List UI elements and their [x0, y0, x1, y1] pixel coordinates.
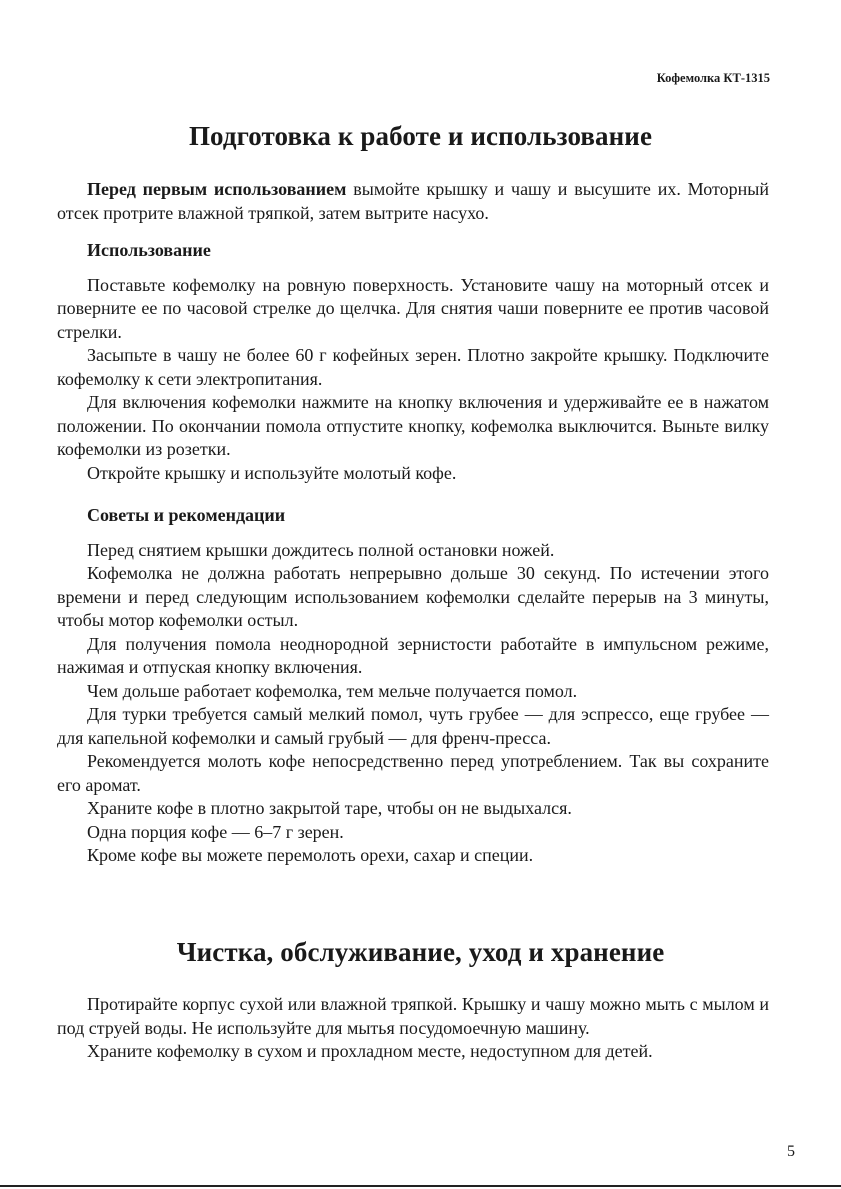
- usage-paragraph: Для включения кофемолки нажмите на кнопку включения и удерживайте ее в нажатом положении. По окончании помола отпустите кнопку, кофемолка выключится. Выньте вилку кофемолки из розетки.: [57, 392, 769, 459]
- cleaning-paragraph: Храните кофемолку в сухом и прохладном месте, недоступном для детей.: [87, 1041, 653, 1061]
- tips-heading: Советы и рекомендации: [87, 505, 286, 525]
- cleaning-block: [57, 993, 769, 1064]
- usage-heading: Использование: [87, 240, 211, 260]
- tips-paragraph: Для получения помола неоднородной зернистости работайте в импульсном режиме, нажимая и отпуская кнопку включения.: [57, 633, 769, 677]
- tips-paragraph: Кроме кофе вы можете перемолоть орехи, сахар и специи.: [87, 845, 534, 865]
- tips-paragraph: Рекомендуется молоть кофе непосредственно перед употреблением. Так вы сохраните его аромат.: [57, 751, 769, 795]
- tips-paragraph: Храните кофе в плотно закрытой таре, чтобы он не выдыхался.: [87, 798, 572, 818]
- tips-paragraph: Перед снятием крышки дождитесь полной остановки ножей.: [87, 539, 555, 560]
- usage-paragraph: Поставьте кофемолку на ровную поверхность. Установите чашу на моторный отсек и поверните ее по часовой стрелке до щелчка. Для снятия чаши поверните ее против часовой стрелки.: [57, 274, 769, 342]
- page-number: 5: [787, 1143, 795, 1160]
- tips-paragraph: Одна порция кофе — 6–7 г зерен.: [87, 821, 344, 842]
- intro-block: [57, 178, 769, 225]
- tips-paragraph: Кофемолка не должна работать непрерывно дольше 30 секунд. По истечении этого времени и перед следующим использованием кофемолки сделайте перерыв на 3 минуты, чтобы мотор кофемолки остыл.: [57, 563, 769, 630]
- tips-paragraph: Для турки требуется самый мелкий помол, чуть грубее — для эспрессо, еще грубее — для капельной кофемолки и самый грубый — для френч-пресса.: [57, 704, 769, 748]
- bottom-rule: [0, 1185, 841, 1187]
- section-title-cleaning: Чистка, обслуживание, уход и хранение: [176, 937, 665, 967]
- usage-paragraph: Откройте крышку и используйте молотый кофе.: [87, 462, 457, 483]
- section-title-preparation: Подготовка к работе и использование: [188, 121, 653, 151]
- tips-paragraph: Чем дольше работает кофемолка, тем мельче получается помол.: [87, 680, 578, 701]
- intro-text: вымойте крышку и чашу и высушите их. Моторный отсек протрите влажной тряпкой, затем вытрите насухо.: [57, 179, 769, 223]
- tips-block: [57, 504, 769, 868]
- running-header: Кофемолка КТ-1315: [656, 71, 770, 85]
- usage-paragraph: Засыпьте в чашу не более 60 г кофейных зерен. Плотно закройте крышку. Подключите кофемолку к сети электропитания.: [57, 345, 769, 389]
- intro-paragraph: [57, 178, 769, 225]
- intro-bold-lead: Перед первым использованием: [87, 179, 347, 199]
- cleaning-paragraph: Протирайте корпус сухой или влажной тряпкой. Крышку и чашу можно мыть с мылом и под струей воды. Не используйте для мытья посудомоечную машину.: [57, 994, 769, 1038]
- usage-block: [57, 239, 769, 485]
